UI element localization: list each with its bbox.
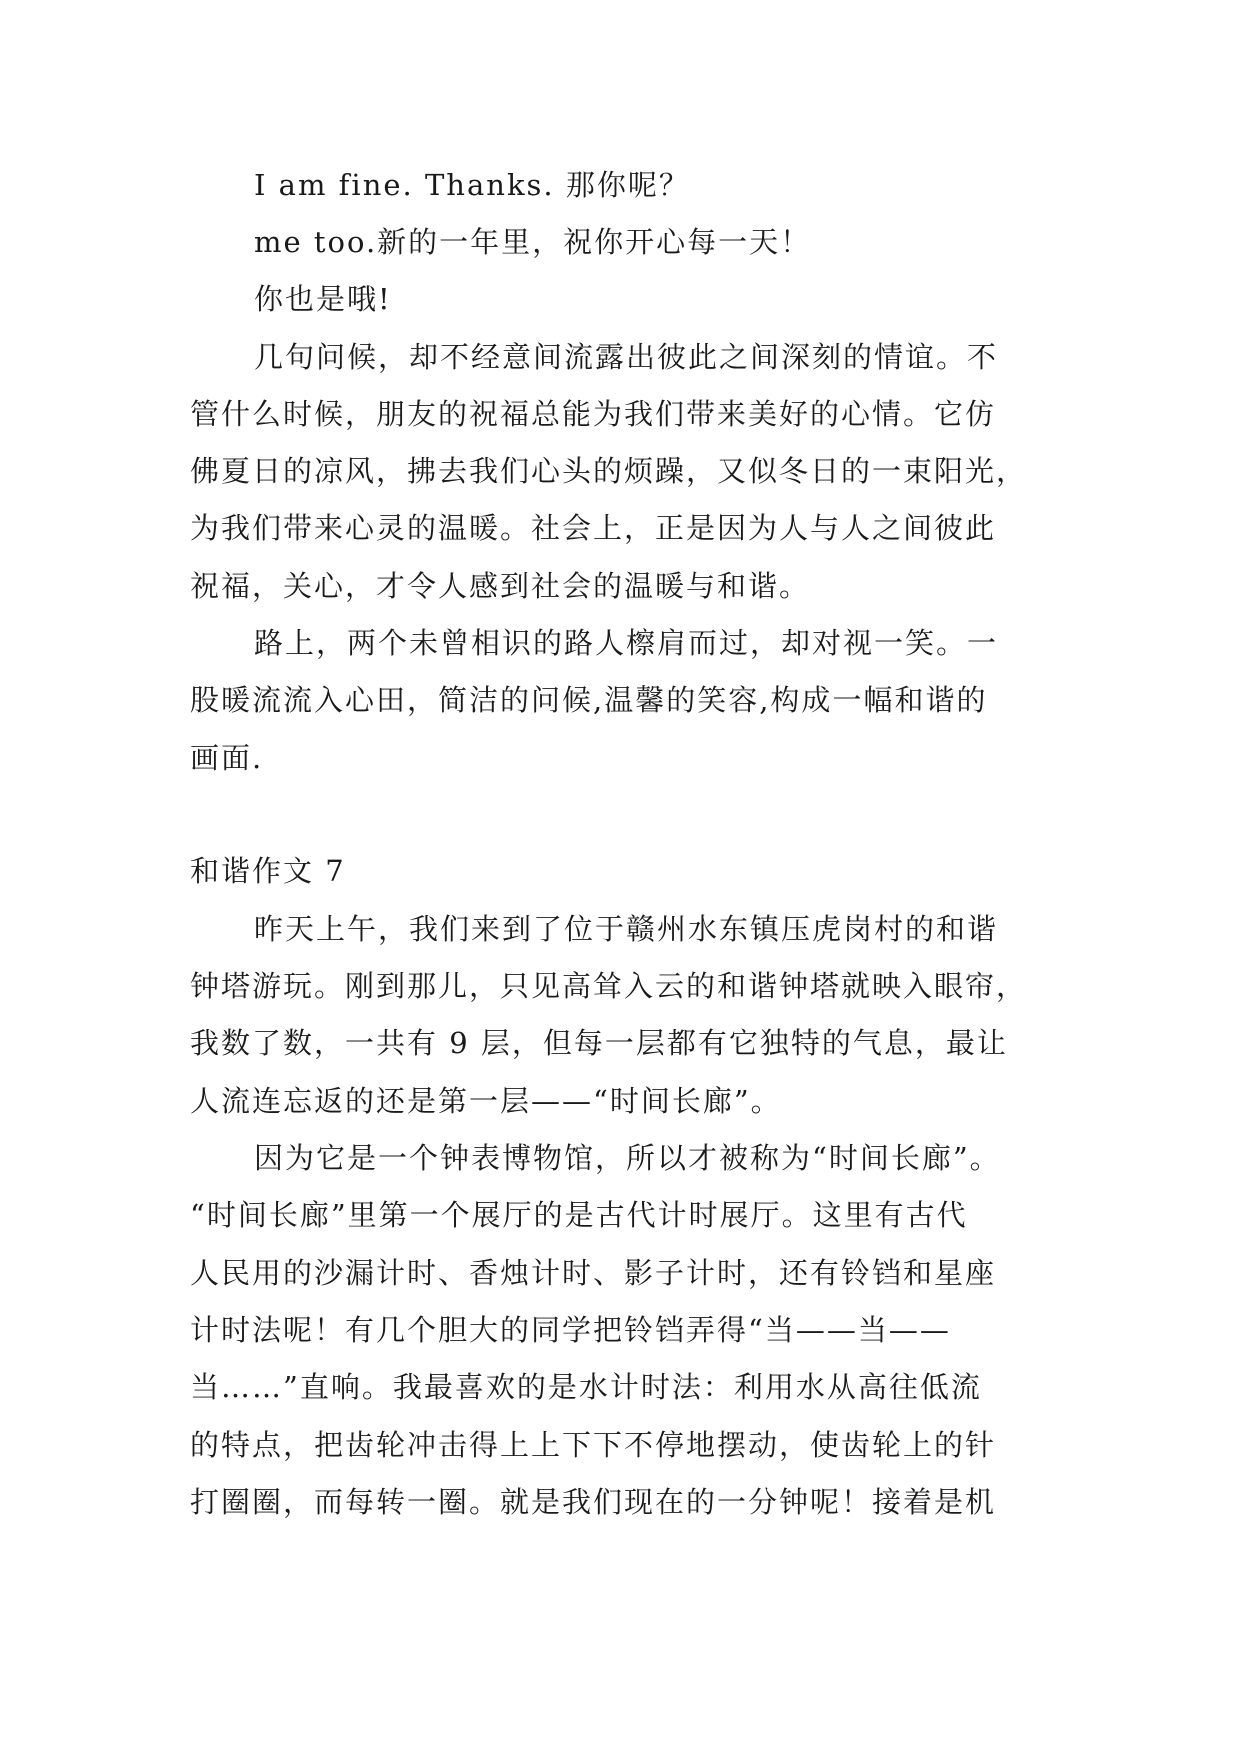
paragraph-line: 人民用的沙漏计时、香烛计时、影子计时，还有铃铛和星座 [190, 1256, 997, 1290]
paragraph-line: 钟塔游玩。刚到那儿，只见高耸入云的和谐钟塔就映入眼帘， [190, 969, 1028, 1003]
dialogue-line: me too.新的一年里，祝你开心每一天！ [254, 225, 812, 259]
paragraph-line: 几句问候，却不经意间流露出彼此之间深刻的情谊。不 [254, 340, 999, 374]
paragraph-line: “时间长廊”里第一个展厅的是古代计时展厅。这里有古代 [190, 1198, 968, 1232]
paragraph-line: 人流连忘返的还是第一层——“时间长廊”。 [190, 1084, 782, 1118]
paragraph-line: 我数了数，一共有 9 层，但每一层都有它独特的气息，最让 [190, 1026, 1008, 1060]
paragraph-line: 为我们带来心灵的温暖。社会上，正是因为人与人之间彼此 [190, 511, 997, 545]
paragraph-line: 的特点，把齿轮冲击得上上下下不停地摆动，使齿轮上的针 [190, 1428, 997, 1462]
paragraph-line: 因为它是一个钟表博物馆，所以才被称为“时间长廊”。 [254, 1141, 1001, 1175]
section-heading: 和谐作文 7 [190, 854, 346, 888]
paragraph-line: 佛夏日的凉风，拂去我们心头的烦躁，又似冬日的一束阳光， [190, 454, 1028, 488]
paragraph-line: 昨天上午，我们来到了位于赣州水东镇压虎岗村的和谐 [254, 912, 999, 946]
paragraph-line: 画面. [190, 741, 264, 775]
paragraph-line: 当……”直响。我最喜欢的是水计时法：利用水从高往低流 [190, 1370, 982, 1404]
paragraph-line: 股暖流流入心田，简洁的问候,温馨的笑容,构成一幅和谐的 [190, 683, 988, 717]
dialogue-line: I am fine. Thanks. 那你呢？ [254, 168, 690, 202]
paragraph-line: 打圈圈，而每转一圈。就是我们现在的一分钟呢！接着是机 [190, 1485, 997, 1519]
paragraph-line: 祝福，关心，才令人感到社会的温暖与和谐。 [190, 569, 811, 603]
paragraph-line: 计时法呢！有几个胆大的同学把铃铛弄得“当——当—— [190, 1313, 951, 1347]
paragraph-line: 路上，两个未曾相识的路人檫肩而过，却对视一笑。一 [254, 626, 999, 660]
dialogue-line: 你也是哦! [254, 282, 392, 316]
paragraph-line: 管什么时候，朋友的祝福总能为我们带来美好的心情。它仿 [190, 397, 997, 431]
